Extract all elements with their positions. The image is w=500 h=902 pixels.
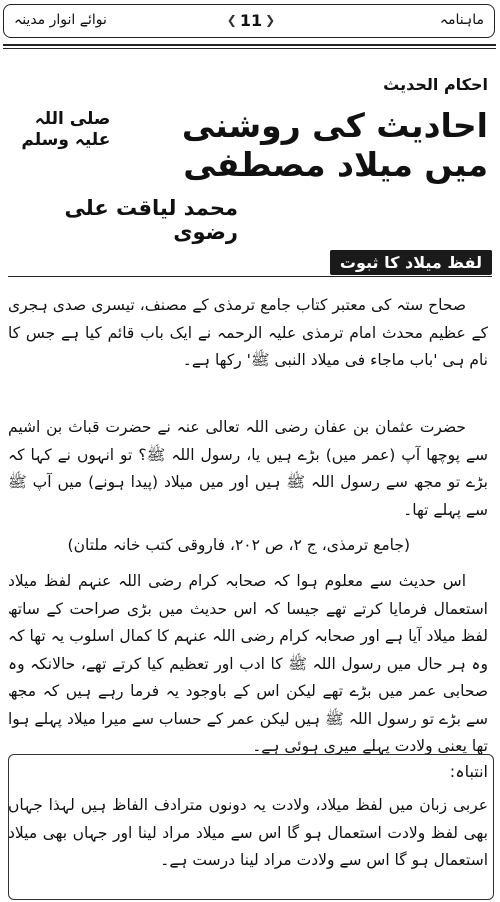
page-number: 11	[239, 10, 263, 30]
paragraph-text: حضرت عثمان بن عفان رضی اللہ تعالی عنہ نے حضرت قباث بن اشیم سے پوچھا آپ (عمر میں) بڑے ہیں یا، رسول اللہ ﷺ؟ تو انہوں نے کہا کہ بڑے تو مجھ سے رسول اللہ ﷺ ہیں اور میں میلاد (پیدا ہونے) میں آپ ﷺ سے پہلے تھا۔	[8, 418, 488, 519]
subheading: لفظ میلاد کا ثبوت	[330, 250, 492, 275]
header-divider	[3, 44, 496, 46]
paragraph	[8, 792, 488, 875]
journal-name: نوائے انوار مدینہ	[14, 12, 107, 28]
header-divider-thin	[3, 48, 496, 49]
subheading-block	[8, 248, 492, 282]
paragraph-text: عربی زبان میں لفظ میلاد، ولادت یہ دونوں مترادف الفاظ ہیں لہذا جہاں بھی لفظ ولادت استعمال ہو گا اس سے میلاد مراد لینا اور جہاں بھی میلاد استعمال ہو گا اس سے ولادت مراد لینا درست ہے۔	[8, 796, 488, 869]
paragraph-text: اس حدیث سے معلوم ہوا کہ صحابہ کرام رضی اللہ عنہم لفظ میلاد استعمال فرمایا کرتے تھے جیسا کہ اس حدیث میں بڑی صراحت کے ساتھ لفظ میلاد آیا ہے اور صحابہ کرام رضی اللہ عنہم کا کمال اسلوب یہ تھا کہ وہ ہر حال میں رسول اللہ ﷺ کا ادب اور تعظیم کیا کرتے تھے، حالانکہ وہ صحابی عمر میں بڑے تھے لیکن اس کے باوجود یہ فرما رہے ہیں کہ مجھ سے بڑے تو رسول اللہ ﷺ ہیں لیکن عمر کے حساب سے میرا میلاد پہلے ہوا تھا یعنی ولادت پہلے میری ہوئی ہے۔	[8, 572, 488, 755]
subheading-rule	[8, 276, 492, 277]
author-name: محمد لیاقت علی رضوی	[64, 196, 238, 244]
page-header	[3, 4, 495, 38]
title-honorific: صلی اللہ علیہ وسلم	[21, 109, 111, 150]
paragraph	[8, 568, 488, 761]
article-title	[8, 106, 488, 184]
paragraph	[8, 414, 488, 524]
ornament-icon: ❯	[265, 13, 276, 27]
page-number-badge	[220, 8, 282, 32]
paragraph	[8, 292, 488, 375]
ornament-icon: ❮	[226, 13, 237, 27]
hadith-reference: (جامع ترمذی، ج ۲، ص ۲۰۲، فاروقی کتب خانہ ملتان)	[67, 536, 410, 554]
article-title-text: احادیث کی روشنی میں میلاد مصطفی	[181, 106, 488, 184]
magazine-label: ماہنامہ	[439, 12, 484, 28]
paragraph-text: صحاح ستہ کی معتبر کتاب جامع ترمذی کے مصنف، تیسری صدی ہجری کے عظیم محدث امام ترمذی علیہ الرحمہ نے ایک باب قائم کیا ہے جس کا نام ہی 'باب ماجاء فی میلاد النبی ﷺ' رکھا ہے۔	[8, 296, 488, 369]
section-label: احکام الحدیث	[383, 75, 488, 94]
note-label: انتباہ:	[449, 762, 488, 781]
